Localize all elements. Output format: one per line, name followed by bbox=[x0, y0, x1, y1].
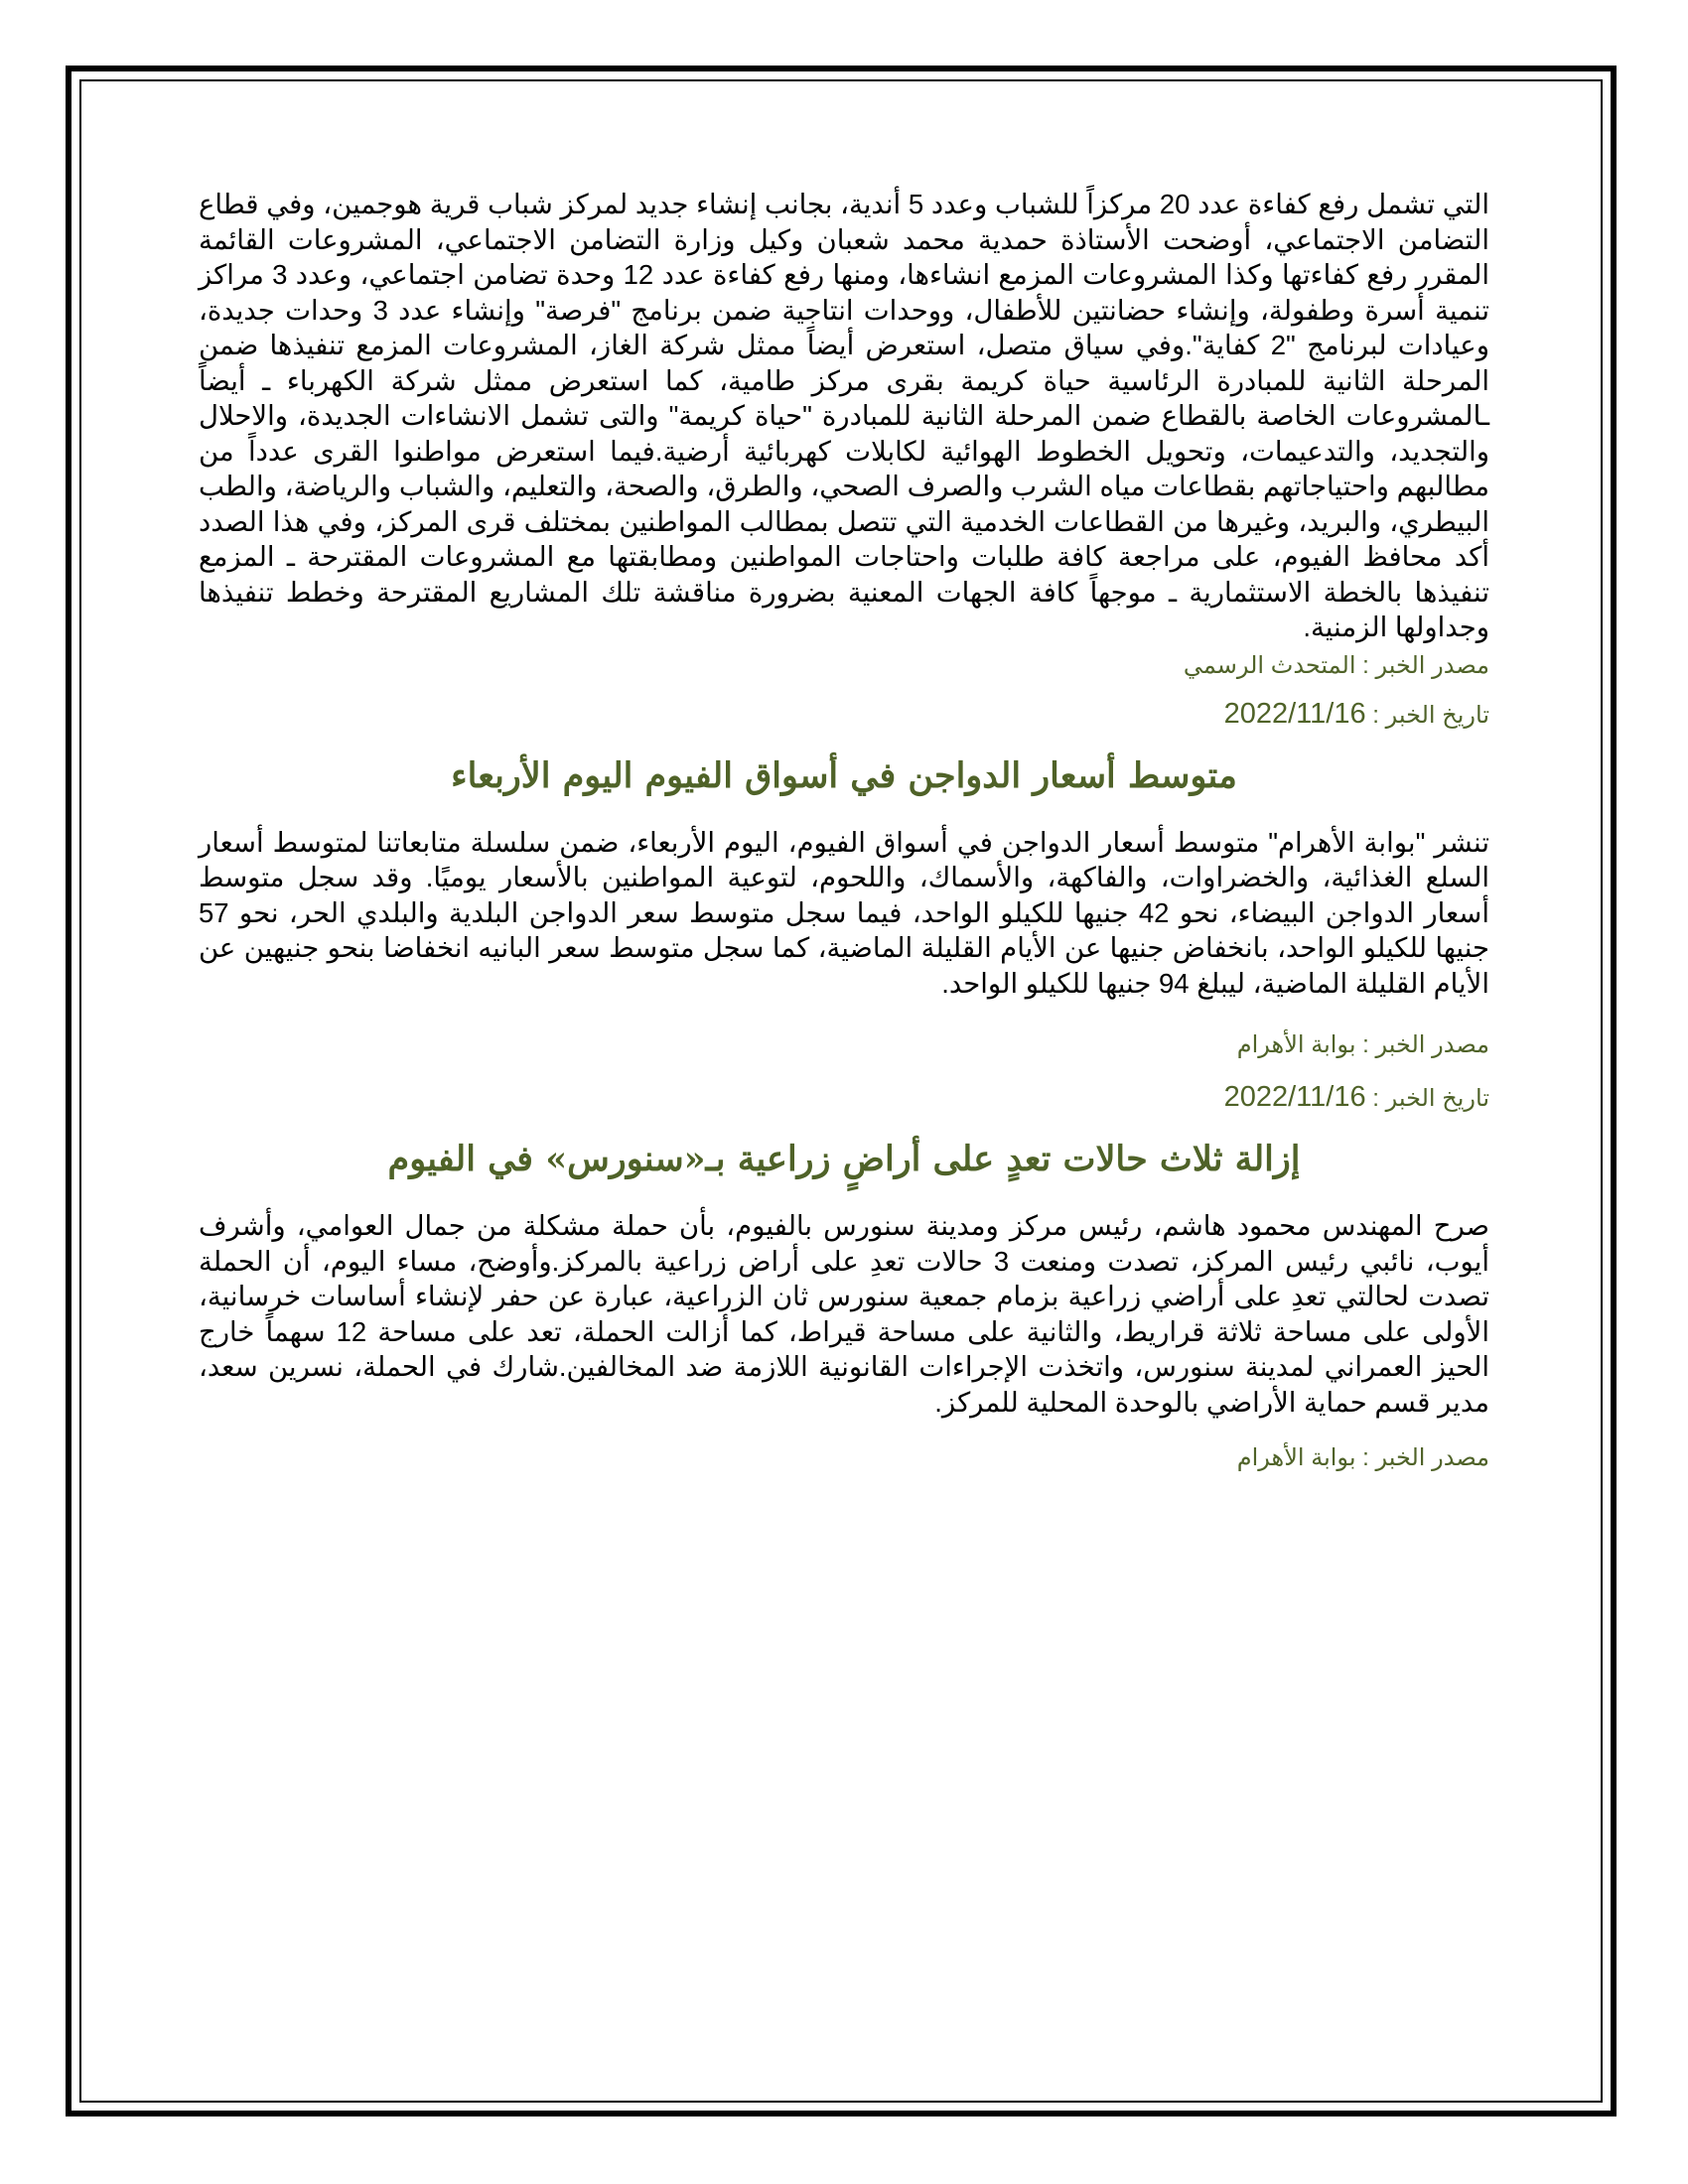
article-3-body: صرح المهندس محمود هاشم، رئيس مركز ومدينة سنورس بالفيوم، بأن حملة مشكلة من جمال العوامي، وأشرف أيوب، نائبي رئيس المركز، تصدت ومنعت 3 حالات تعدِ على أراض زراعية بالمركز.وأوضح، مساء اليوم، أن الحملة تصدت لحالتي تعدِ على أراضي زراعية بزمام جمعية سنورس ثان الزراعية، عبارة عن حفر لإنشاء أساسات خرسانية، الأولى على مساحة ثلاثة قراريط، والثانية على مساحة قيراط، كما أزالت الحملة، تعد على مساحة 12 سهماً خارج الحيز العمراني لمدينة سنورس، واتخذت الإجراءات القانونية اللازمة ضد المخالفين.شارك في الحملة، نسرين سعد، مدير قسم حماية الأراضي بالوحدة المحلية للمركز. bbox=[199, 1210, 1489, 1418]
article-3-title: إزالة ثلاث حالات تعدٍ على أراضٍ زراعية بـ«سنورس» في الفيوم bbox=[387, 1139, 1301, 1179]
article-2-title: متوسط أسعار الدواجن في أسواق الفيوم اليوم الأربعاء bbox=[451, 754, 1237, 796]
date-label: تاريخ الخبر : bbox=[1372, 1085, 1489, 1112]
article-2-body: تنشر "بوابة الأهرام" متوسط أسعار الدواجن في أسواق الفيوم، اليوم الأربعاء، ضمن سلسلة متابعاتنا لمتوسط أسعار السلع الغذائية، والخضراوات، والفاكهة، والأسماك، واللحوم، لتوعية المواطنين بالأسعار يوميًا. وقد سجل متوسط أسعار الدواجن البيضاء، نحو 42 جنيها للكيلو الواحد، فيما سجل متوسط سعر الدواجن البلدية والبلدي الحر، نحو 57 جنيها للكيلو الواحد، بانخفاض جنيها عن الأيام القليلة الماضية، كما سجل متوسط سعر البانيه انخفاضا بنحو جنيهين عن الأيام القليلة الماضية، ليبلغ 94 جنيها للكيلو الواحد. bbox=[199, 826, 1489, 999]
date-value: 2022/11/16 bbox=[1223, 1081, 1366, 1113]
article-1-body: التي تشمل رفع كفاءة عدد 20 مركزاً للشباب وعدد 5 أندية، بجانب إنشاء جديد لمركز شباب قرية هوجمين، وفي قطاع التضامن الاجتماعي، أوضحت الأستاذة حمدية محمد شعبان وكيل وزارة التضامن الاجتماعي، المشروعات القائمة المقرر رفع كفاءتها وكذا المشروعات المزمع انشاءها، ومنها رفع كفاءة عدد 12 وحدة تضامن اجتماعي، وعدد 3 مراكز تنمية أسرة وطفولة، وإنشاء حضانتين للأطفال، ووحدات انتاجية ضمن برنامج "فرصة" وإنشاء عدد 3 وحدات جديدة، وعيادات لبرنامج "2 كفاية".وفي سياق متصل، استعرض أيضاً ممثل شركة الغاز، المشروعات المزمع تنفيذها ضمن المرحلة الثانية للمبادرة الرئاسية حياة كريمة بقرى مركز طامية، كما استعرض ممثل شركة الكهرباء ـ أيضاً ـالمشروعات الخاصة بالقطاع ضمن المرحلة الثانية للمبادرة "حياة كريمة" والتى تشمل الانشاءات الجديدة، والاحلال والتجديد، والتدعيمات، وتحويل الخطوط الهوائية لكابلات كهربائية أرضية.فيما استعرض مواطنوا القرى عدداً من مطالبهم واحتياجاتهم بقطاعات مياه الشرب والصرف الصحي، والطرق، والصحة، والتعليم، والشباب والرياضة، والطب البيطري، والبريد، وغيرها من القطاعات الخدمية التي تتصل بمطالب المواطنين بمختلف قرى المركز، وفي هذا الصدد أكد محافظ الفيوم، على مراجعة كافة طلبات واحتاجات المواطنين ومطابقتها مع المشروعات المقترحة ـ المزمع تنفيذها بالخطة الاستثمارية ـ موجهاً كافة الجهات المعنية بضرورة مناقشة تلك المشاريع المقترحة وخطط تنفيذها وجداولها الزمنية. bbox=[199, 189, 1489, 642]
article-1-date bbox=[199, 698, 1489, 732]
article-2-date bbox=[199, 1081, 1489, 1115]
article-3-source: مصدر الخبر : بوابة الأهرام bbox=[1236, 1444, 1489, 1471]
document-content bbox=[199, 187, 1489, 1474]
article-2-source: مصدر الخبر : بوابة الأهرام bbox=[1236, 1031, 1489, 1058]
article-1-source: مصدر الخبر : المتحدث الرسمي bbox=[1183, 651, 1489, 679]
date-label: تاريخ الخبر : bbox=[1372, 701, 1489, 729]
date-value: 2022/11/16 bbox=[1223, 697, 1366, 730]
